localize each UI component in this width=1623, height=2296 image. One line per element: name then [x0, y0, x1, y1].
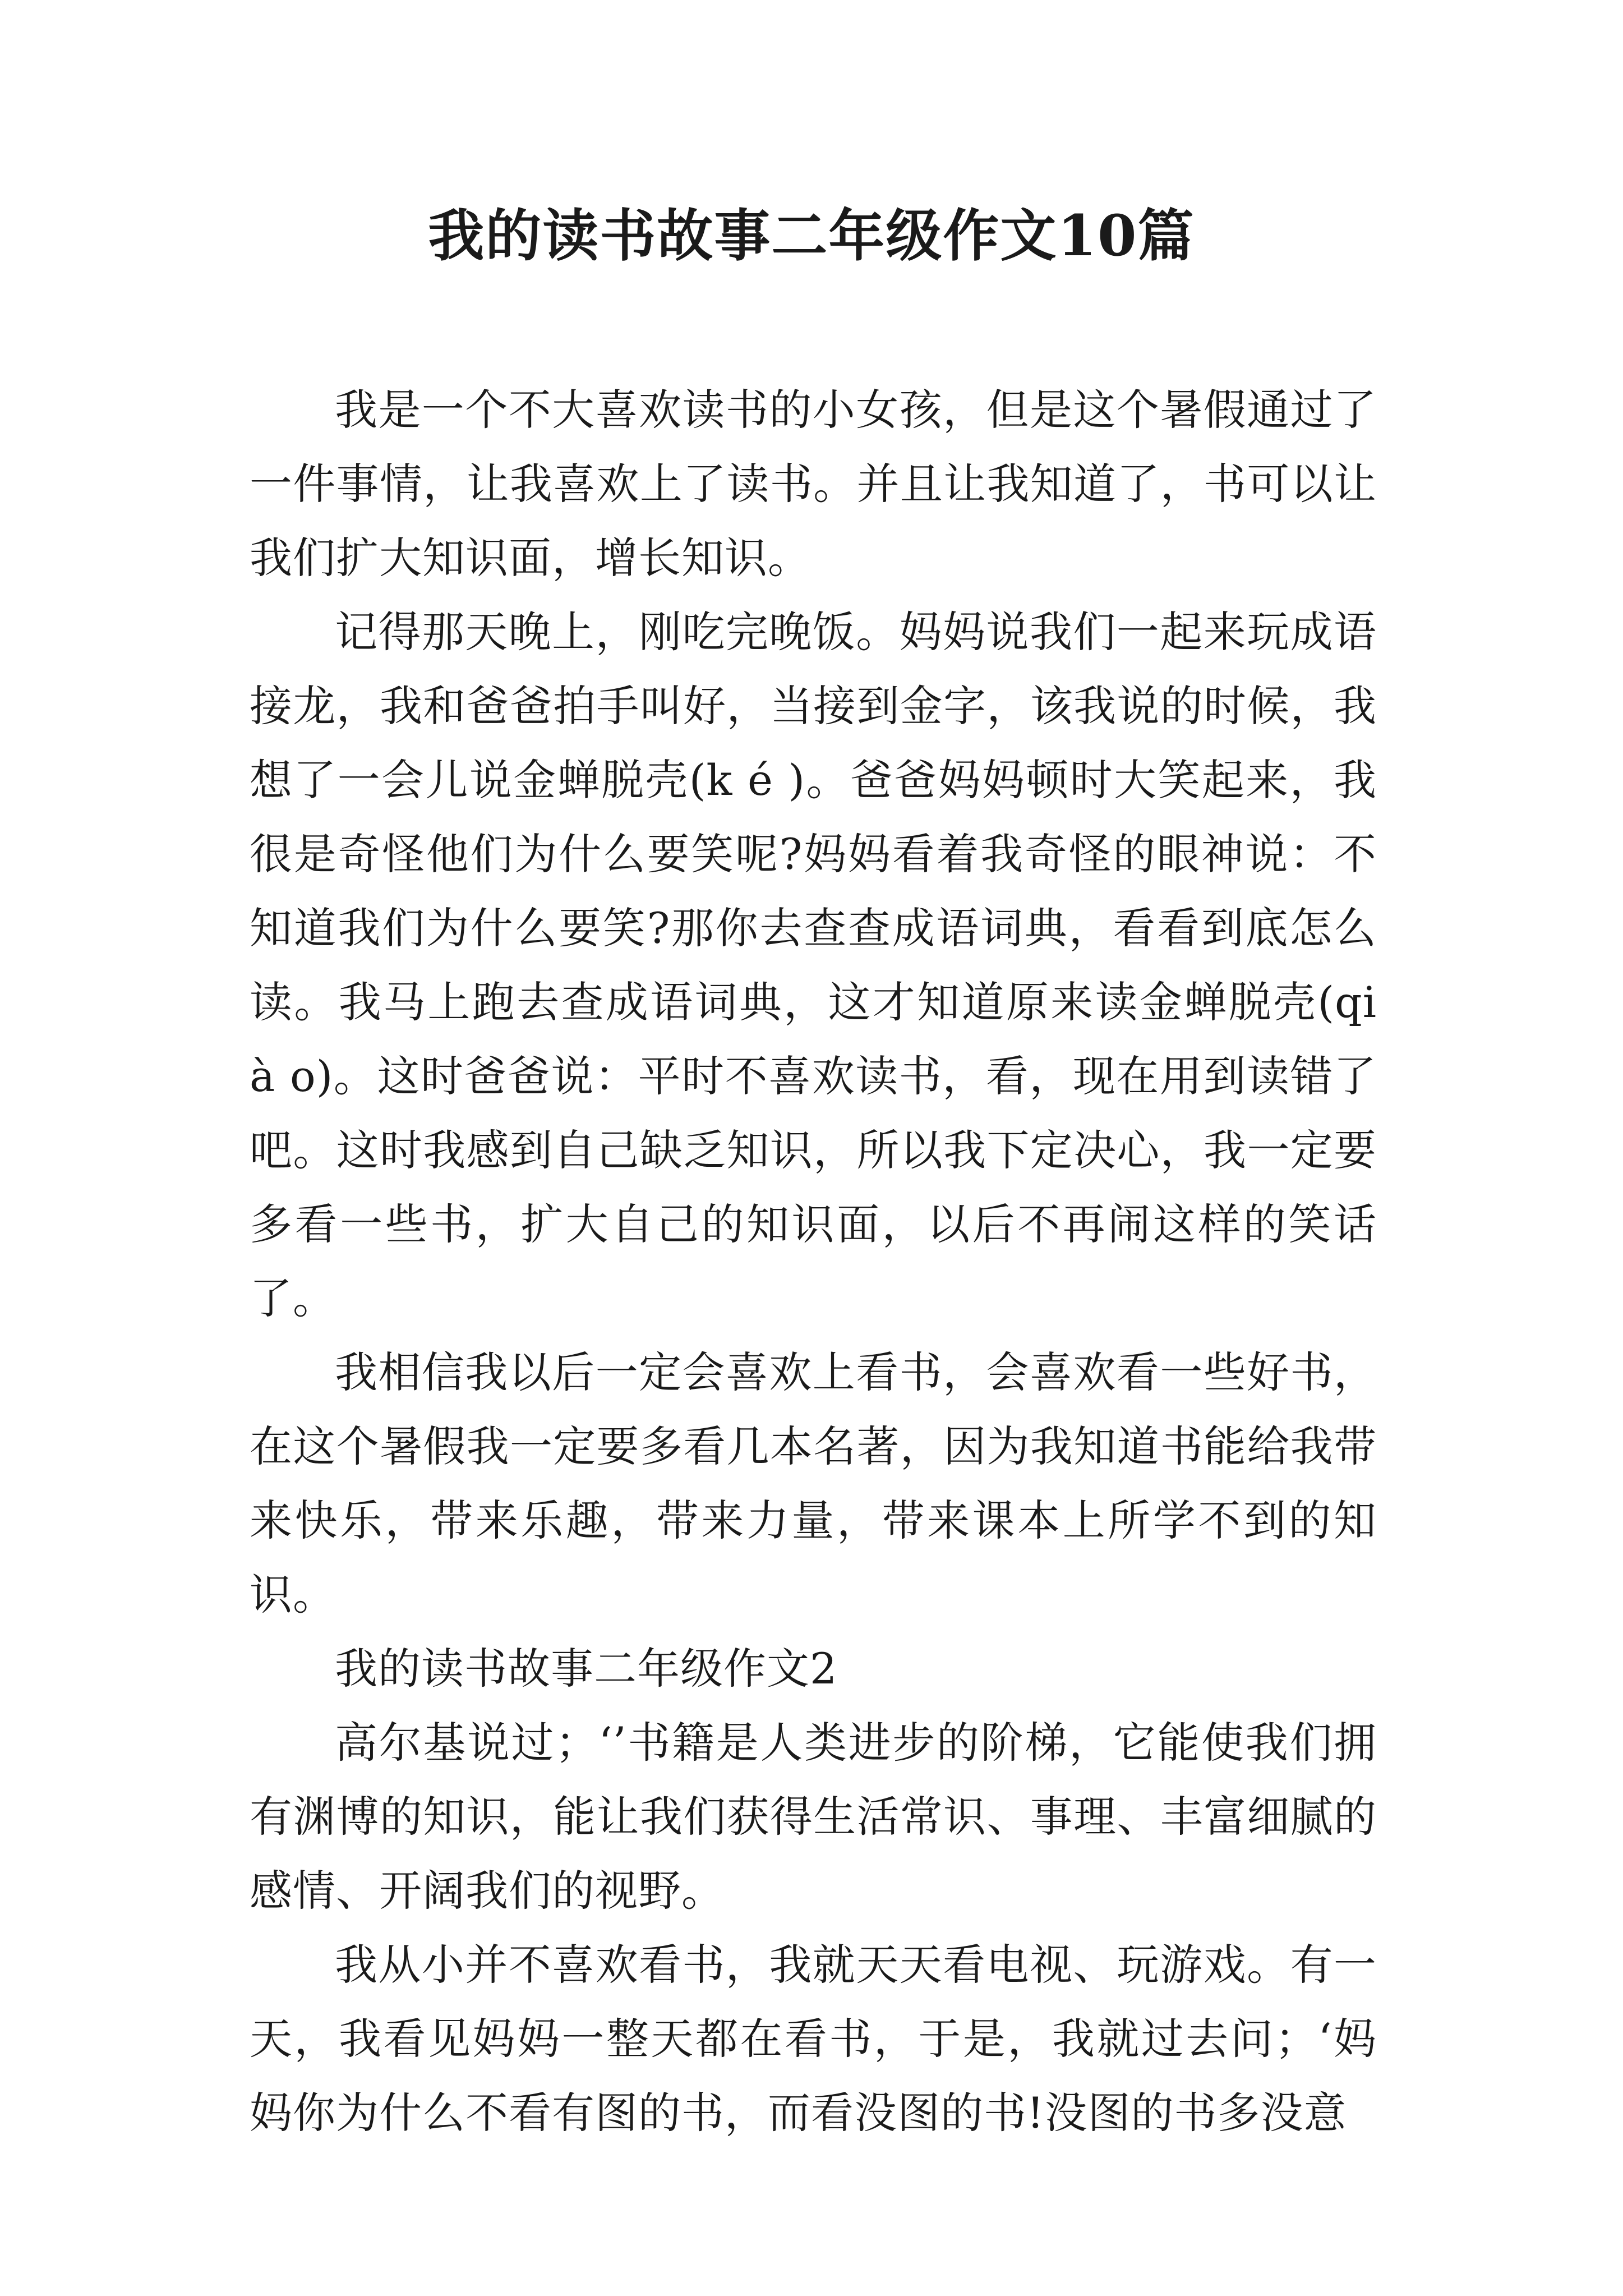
document-title: 我的读书故事二年级作文10篇 — [428, 203, 1195, 269]
paragraph: 我是一个不大喜欢读书的小女孩，但是这个暑假通过了一件事情，让我喜欢上了读书。并且让我知道了，书可以让我们扩大知识面，增长知识。 — [250, 385, 1377, 583]
paragraph: 记得那天晚上，刚吃完晚饭。妈妈说我们一起来玩成语接龙，我和爸爸拍手叫好，当接到金字，该我说的时候，我想了一会儿说金蝉脱壳(k é )。爸爸妈妈顿时大笑起来，我很是奇怪他们为什么要笑呢?妈妈看着我奇怪的眼神说：不知道我们为什么要笑?那你去查查成语词典，看看到底怎么读。我马上跑去查成语词典，这才知道原来读金蝉脱壳(qi à o)。这时爸爸说：平时不喜欢读书，看，现在用到读错了吧。这时我感到自己缺乏知识，所以我下定决心，我一定要多看一些书，扩大自己的知识面，以后不再闹这样的笑话了。 — [250, 607, 1377, 1323]
paragraph: 我相信我以后一定会喜欢上看书，会喜欢看一些好书，在这个暑假我一定要多看几本名著，因为我知道书能给我带来快乐，带来乐趣，带来力量，带来课本上所学不到的知识。 — [250, 1347, 1377, 1619]
paragraph: 高尔基说过；‘’书籍是人类进步的阶梯，它能使我们拥有渊博的知识，能让我们获得生活常识、事理、丰富细腻的感情、开阔我们的视野。 — [250, 1718, 1377, 1916]
section-heading: 我的读书故事二年级作文2 — [335, 1644, 838, 1694]
paragraph: 我从小并不喜欢看书，我就天天看电视、玩游戏。有一天，我看见妈妈一整天都在看书，于是，我就过去问；‘妈妈你为什么不看有图的书，而看没图的书!没图的书多没意 — [250, 1940, 1377, 2138]
document-body — [250, 373, 1377, 2150]
